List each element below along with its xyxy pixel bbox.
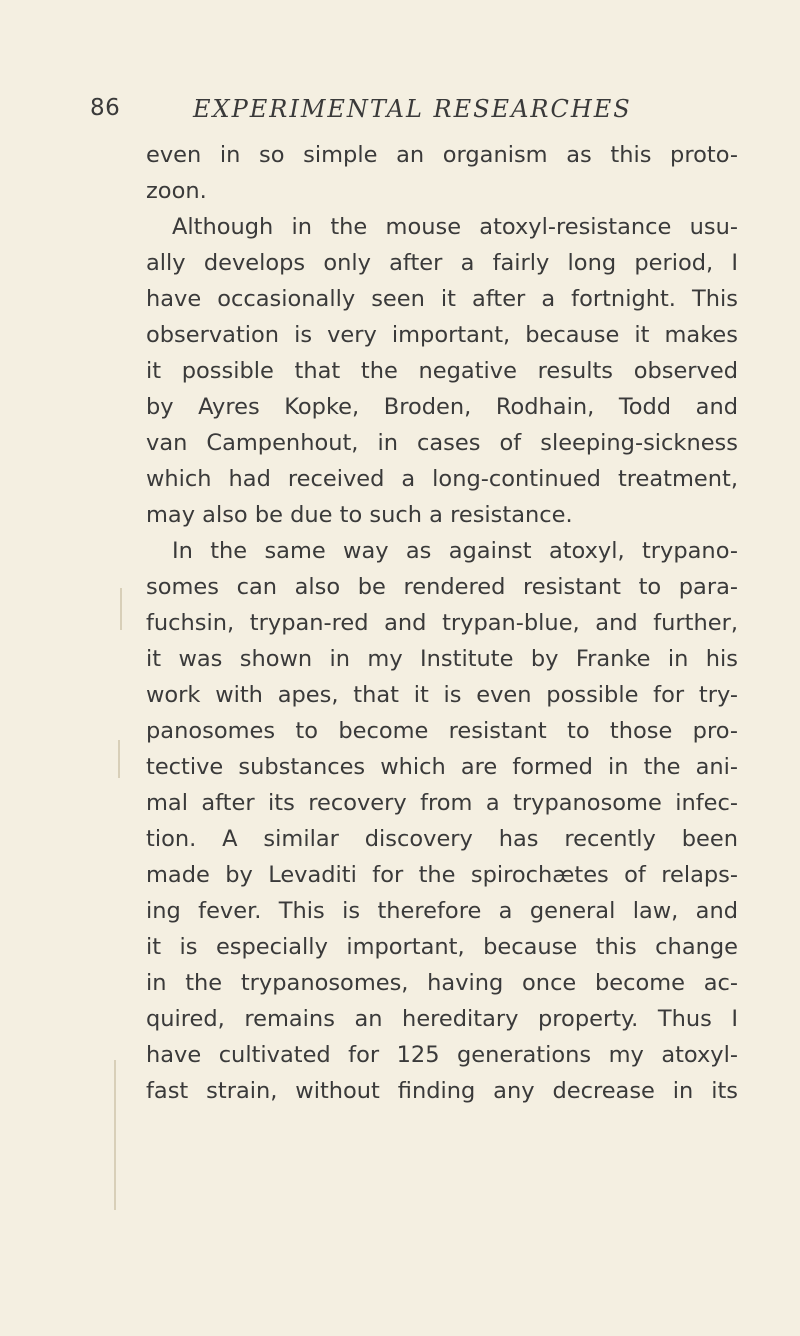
text-line: have occasionally seen it after a fortnight. This xyxy=(146,286,738,312)
text-line: in the trypanosomes, having once become ac- xyxy=(146,970,738,996)
text-line: it was shown in my Institute by Franke in his xyxy=(146,646,738,672)
text-line: have cultivated for 125 generations my atoxyl- xyxy=(146,1042,738,1068)
text-line: tion. A similar discovery has recently been xyxy=(146,826,738,852)
text-line: even in so simple an organism as this proto- xyxy=(146,142,738,168)
text-line: quired, remains an hereditary property. Thus I xyxy=(146,1006,738,1032)
margin-bleed-mark xyxy=(120,588,122,630)
page-header xyxy=(90,95,740,135)
margin-bleed-mark xyxy=(118,740,120,778)
text-line: van Campenhout, in cases of sleeping-sickness xyxy=(146,430,738,456)
text-line: it is especially important, because this change xyxy=(146,934,738,960)
page-number: 86 xyxy=(90,95,121,121)
text-line: which had received a long-continued treatment, xyxy=(146,466,738,492)
text-line: ing fever. This is therefore a general law, and xyxy=(146,898,738,924)
text-line: Although in the mouse atoxyl-resistance usu- xyxy=(172,214,738,240)
running-head: EXPERIMENTAL RESEARCHES xyxy=(193,95,632,123)
text-line: it possible that the negative results observed xyxy=(146,358,738,384)
text-line: fast strain, without finding any decrease in its xyxy=(146,1078,738,1104)
text-line: ally develops only after a fairly long period, I xyxy=(146,250,738,276)
text-line: observation is very important, because it makes xyxy=(146,322,738,348)
text-line: somes can also be rendered resistant to para- xyxy=(146,574,738,600)
text-line: zoon. xyxy=(146,178,207,204)
margin-bleed-mark xyxy=(114,1060,116,1210)
text-line: fuchsin, trypan-red and trypan-blue, and further, xyxy=(146,610,738,636)
text-line: may also be due to such a resistance. xyxy=(146,502,573,528)
text-line: mal after its recovery from a trypanosome infec- xyxy=(146,790,738,816)
text-line: panosomes to become resistant to those pro- xyxy=(146,718,738,744)
text-line: made by Levaditi for the spirochætes of relaps- xyxy=(146,862,738,888)
text-line: In the same way as against atoxyl, trypano- xyxy=(172,538,738,564)
text-line: tective substances which are formed in the ani- xyxy=(146,754,738,780)
text-line: work with apes, that it is even possible for try- xyxy=(146,682,738,708)
text-line: by Ayres Kopke, Broden, Rodhain, Todd and xyxy=(146,394,738,420)
